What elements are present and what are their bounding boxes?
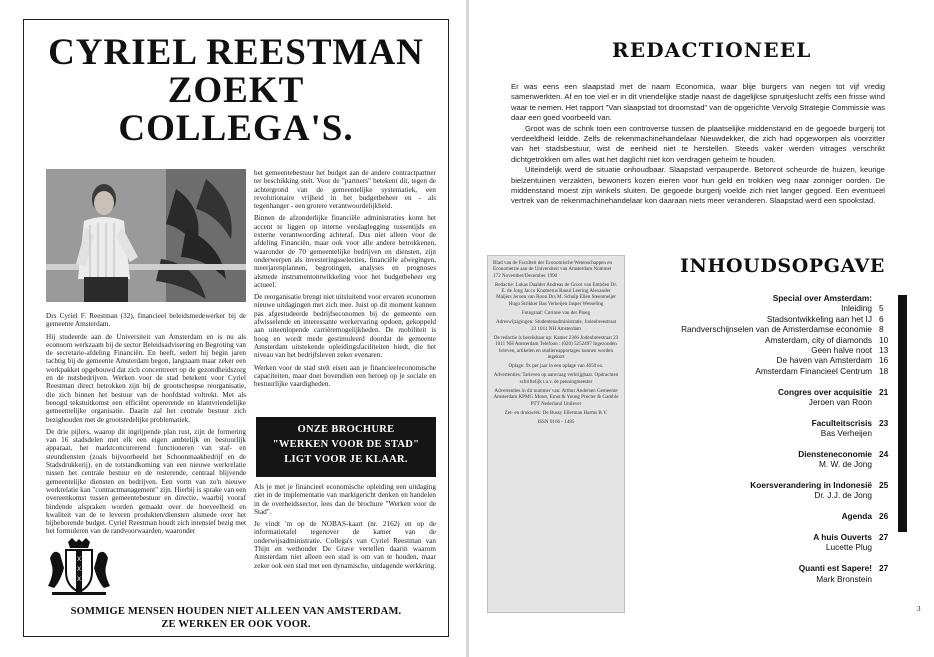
colophon-box (487, 255, 625, 613)
toc-entry-title: M. W. de Jong (818, 459, 872, 470)
toc-entry (640, 293, 893, 303)
colophon-block: Advertenties: Tarieven op aanvraag verkrijgbaar. Opdrachten schriftelijk t.a.v. de penningmeester (493, 372, 619, 385)
toc-entry-title: Lucette Plug (825, 542, 872, 553)
toc-entry (640, 542, 893, 552)
brochure-callout-line-3: LIGT VOOR JE KLAAR. (284, 454, 408, 465)
amsterdam-coat-of-arms-icon (46, 538, 112, 596)
brochure-callout-line-1: ONZE BROCHURE (297, 424, 395, 435)
ad-headline-line-2: ZOEKT (167, 70, 305, 111)
brochure-callout-line-2: "WERKEN VOOR DE STAD" (272, 439, 420, 450)
toc-entry-title: Bas Verheijen (820, 428, 872, 439)
toc-entry-title: Koersverandering in Indonesië (750, 480, 872, 491)
editorial-paragraph: Groot was de schrik toen een controverse tussen de plaatselijke middenstand en de gegoede burgerij tot verdeeldheid leidde. Zelfs de rekenmachinehandelaar Nieuwdekker, die zich had opgeworpen als voorzitter van het stadsbestuur, wist de eenheid niet te herstellen. Steeds vaker werden vitrages verschrikt dichtgetrokken om alles wat het daglicht niet kon verdragen geheim te houden. (511, 123, 885, 164)
toc-entry (640, 407, 893, 417)
toc-entry-title: Amsterdam, city of diamonds (765, 334, 872, 345)
ad-paragraph: De reorganisatie brengt niet uitsluitend voor ervaren economen nieuwe uitdagingen met zich mee. Juist op dit moment kunnen pas afgestudeerde bedrijfseconomen bij de gemeente een afwisselende en interessante werkervaring opdoen, gekoppeld aan uiteenlopende carrièremogelijkheden. De mobiliteit is hoog en wordt mede gestimuleerd doordat de gemeente Amsterdam uitstekende opleidingsfaciliteiten biedt, die het niveau van het bedrijfsleven zeker evenaren. (254, 293, 436, 360)
toc-entry (640, 553, 893, 563)
brochure-callout-box (256, 417, 436, 477)
toc-entry-title: A huis Ouverts (813, 531, 872, 542)
portrait-photo (46, 169, 246, 302)
toc-entry (640, 563, 893, 573)
colophon-block: Adreswijzigingen: Studentenadministratie, Jodenbreestraat 23 1011 NH Amsterdam (495, 319, 617, 332)
colophon-block: Redactie: Lukas Daalder Andreas de Groot van Embden Dr. E. de Jong Jacco Knotnerus Raoul Leering Alexander Maijers Jeroen van Roon Drs M. Schulp Ellen Steenmeijer Hugo Strikker Bas Verheijen Jasper Wesseling (494, 281, 618, 307)
editorial-paragraph: Uiteindelijk werd de situatie onhoudbaar. Slaapstad verpauperde. Betonrot scheurde de huizen, keurige bielzentuinen verzakten, bewoners kozen eieren voor hun geld en trokken weg naar zonniger oorden. De middenstand moest zijn winkels sluiten. De gegoede burgerij voelde zich niet langer gegoed. Een eventueel vertrek van de rekenmachinehandelaar kon daaraan niets meer veranderen. Slaapstad werd een spookstad. (511, 165, 885, 206)
toc-entry (640, 314, 893, 324)
toc-entry-title: Congres over acquisitie (777, 386, 872, 397)
toc-entry (640, 438, 893, 448)
ad-slogan-line-2: ZE WERKEN ER OOK VOOR. (161, 619, 311, 630)
toc-entry-page: 18 (879, 365, 889, 376)
ad-body-column-right-lower (254, 483, 436, 597)
ad-headline-line-1: CYRIEL REESTMAN (48, 32, 424, 73)
editorial-heading: REDACTIONEEL (612, 38, 812, 62)
portrait-illustration (46, 169, 246, 302)
toc-entry (640, 345, 893, 355)
toc-entry-title: Diensteneconomie (798, 448, 872, 459)
ad-slogan-line-1: SOMMIGE MENSEN HOUDEN NIET ALLEEN VAN AMSTERDAM. (70, 606, 402, 617)
toc-entry-title: Randverschijnselen van de Amsterdamse economie (681, 324, 872, 335)
toc-entry-page: 24 (879, 448, 889, 459)
toc-entry (640, 397, 893, 407)
svg-text:X: X (76, 566, 82, 573)
toc-entry-title: Amsterdam Financieel Centrum (755, 365, 872, 376)
toc-entry-page: 10 (879, 334, 889, 345)
ad-paragraph: Als je met je financieel economische opleiding een uitdaging ziet in de implementatie van marktgericht denken en handelen in de overheidssector, lees dan de brochure "Werken voor de Stad". (254, 483, 436, 516)
colophon-block: ISSN 0166 - 1485 (537, 419, 575, 426)
contents-side-bar (898, 295, 907, 532)
colophon-block: Zet- en drukwerk: De Bussy Ellerman Harms B.V. (504, 409, 608, 416)
toc-entry (640, 335, 893, 345)
toc-entry-title: Geen halve noot (811, 344, 872, 355)
toc-entry (640, 522, 893, 532)
ad-body-column-right (254, 169, 436, 415)
colophon-block: Fotograaf: Corinne van der Ploeg (521, 310, 591, 317)
toc-entry (640, 428, 893, 438)
toc-entry (640, 480, 893, 490)
toc-entry (640, 303, 893, 313)
colophon-block: Oplage: 9x per jaar in een oplage van 4650 ex. (508, 363, 604, 370)
colophon-block: De redactie is bereikbaar op: Kamer 2366 Jodenbreestraat 23 1011 NH Amsterdam Telefoon : (020) 5252497 Ingezonden brieven, artikelen en studiereapportages kunnen worden ingekort (493, 334, 619, 360)
toc-entry (640, 459, 893, 469)
ad-headline-line-3: COLLEGA'S. (118, 108, 354, 149)
toc-entry (640, 501, 893, 511)
toc-entry (640, 418, 893, 428)
toc-entry-title: Inleiding (841, 303, 872, 314)
toc-entry (640, 387, 893, 397)
toc-entry-page: 25 (879, 480, 889, 491)
toc-entry-page: 26 (879, 511, 889, 522)
ad-paragraph: Binnen de afzonderlijke financiële administraties komt het accent te liggen op interne verslaglegging tussentijds en externe verantwoording achteraf. Dus niet alleen voor de afdeling Financiën, maar ook voor alle andere betrokkenen, waaronder de 70 gemeentelijke bedrijven en diensten, zijn onderwerpen als investeringsselecties, financiële afwegingen, meerjarenplannen, begrotingen, analyses en prognoses alsmede instrumentontwikkeling voor het budgetbeheer erg actueel. (254, 214, 436, 289)
toc-entry-title: Jeroen van Roon (808, 396, 872, 407)
toc-entry-page: 23 (879, 417, 889, 428)
toc-entry-page: 13 (879, 344, 889, 355)
toc-entry (640, 376, 893, 386)
ad-paragraph: het gemeentebestuur het budget aan de andere contractpartner ter beschikking stelt. Voor de "partners" betekent dit, tegen de achtergrond van de gemeentelijke systematiek, een revolutionaire vrijheid in het budgetbeheer en - als tegenhanger - een grotere verantwoordelijkheid. (254, 169, 436, 211)
ad-paragraph: Je vindt 'm op de NOBAS-kaart (nr. 2162) en op de informatietafel tegenover de kamer van de onderwijsadministratie. Collega's van Cyriel Reestman van Thijn en wethouder De Grave vertellen daarin waarom Amsterdam niet alleen een stad is om van te houden, maar zeker ook een stad met een dynamische, uitdagende werkkring. (254, 520, 436, 570)
toc-entry-title: Quanti est Sapere! (798, 563, 872, 574)
recruitment-advertisement (23, 19, 449, 637)
ad-paragraph: Drs Cyriel F. Reestman (32), financieel beleidsmedewerker bij de gemeente Amsterdam. (46, 312, 246, 329)
toc-entry-title: Agenda (841, 511, 872, 522)
ad-paragraph: Werken voor de stad stelt eisen aan je financieeleconomische capaciteiten, maar doet bovendien een beroep op je sociale en bestuurlijke vaardigheden. (254, 363, 436, 389)
toc-entry-page: 27 (879, 531, 889, 542)
toc-entry (640, 532, 893, 542)
toc-entry-page: 6 (879, 313, 884, 324)
toc-entry (640, 490, 893, 500)
editorial-text (511, 82, 885, 207)
contents-heading: INHOUDSOPGAVE (680, 255, 885, 277)
toc-entry-title: De haven van Amsterdam (776, 355, 872, 366)
toc-entry (640, 574, 893, 584)
table-of-contents (640, 293, 893, 584)
ad-paragraph: Hij studeerde aan de Universiteit van Amsterdam en is nu als econoom werkzaam bij de sector Beleidsadvisering en Begroting van de secretarie-afdeling Financiën. En heeft, sedert hij begin jaren tachtig bij de gemeente Amsterdam begon, langzaam maar zeker een werkpakket opgebouwd dat zich concentreert op de gezondheidszorg en de nutsbedrijven. Werken voor de stad betekent voor Cyriel Reestman direct betrokken zijn bij de grootscheepse reorganisatie, die zich binnen het bestuur van de hoofdstad voltrekt. Met als beoogd tekstuitkomst een efficiënt opererende en klantvriendelijke gemeentelijke organisatie. Daarin zal het centrale bestuur zich bezighouden met de grootstedelijke problematiek. (46, 332, 246, 424)
toc-entry (640, 324, 893, 334)
toc-entry (640, 449, 893, 459)
toc-entry (640, 355, 893, 365)
toc-entry-page: 8 (879, 324, 884, 335)
toc-entry-title: Special over Amsterdam: (772, 293, 872, 303)
svg-text:X: X (76, 556, 82, 563)
toc-entry-page: 21 (879, 386, 889, 397)
toc-entry-page: 16 (879, 355, 889, 366)
toc-entry-title: Mark Bronstein (816, 573, 872, 584)
svg-text:X: X (76, 576, 82, 583)
colophon-block: Advertenties in dit nummer van: Arthur Andersen Gemeente Amsterdam KPMG Moret, Ernst & Young Procter & Gamble PTT Nederland Unilever (493, 388, 619, 407)
toc-entry-title: Dr. J.J. de Jong (814, 490, 872, 501)
page-gutter (466, 0, 469, 657)
toc-entry (640, 511, 893, 521)
ad-paragraph: De drie pijlers, waarop dit ingrijpende plan rust, zijn de formering van 16 stadsdelen met elk een eigen ambtelijk en bestuurlijk apparaat, het marktconcurrerend functioneren van staf- en steundiensten (zoals bijvoorbeeld het Schoonmaakbedrijf en de Stadsdrukkerij), en de totstandkoming van een nieuwe werkrelatie tussen het centrale bestuur en de resterende, centraal blijvende gemeentelijke diensten en bedrijven. Een vorm van zo'n nieuwe werkrelatie kan "contractmanagement" zijn. Hierbij is sprake van een overeenkomst tussen gemeentebestuur en directie, waarbij vooraf bindende afspraken worden gemaakt over de hoeveelheid en kwaliteit van de te leveren produkten/diensten alsmede over het bijbehorende budget. Cyriel Reestman houdt zich intensief bezig met het formuleren van de randvoorwaarden, waaronder (46, 427, 246, 536)
toc-entry (640, 366, 893, 376)
page-number: 3 (917, 605, 921, 613)
toc-entry-page: 5 (879, 303, 884, 314)
toc-entry-page: 27 (879, 563, 889, 574)
editorial-paragraph: Er was eens een slaapstad met de naam Economica, waar blije burgers van negen tot vijf vredig samenwerkten. Af en toe viel er in dit vriendelijke stadje naast de dagelijkse spruitjeslucht zelfs een frisse wind waar te nemen. Het rapport "Van slaapstad tot droomstad" van de opgerichte Vervolg Strategie Commissie was daar een goed voorbeeld van. (511, 82, 885, 123)
toc-entry-title: Stadsontwikkeling aan het IJ (766, 313, 872, 324)
colophon-block: Blad van de Faculteit der Economische Wetenschappen en Econometrie aan de Universiteit van Amsterdam Nummer 172 November/December 1990 (493, 260, 613, 279)
toc-entry (640, 470, 893, 480)
toc-entry-title: Faculteitscrisis (811, 417, 872, 428)
